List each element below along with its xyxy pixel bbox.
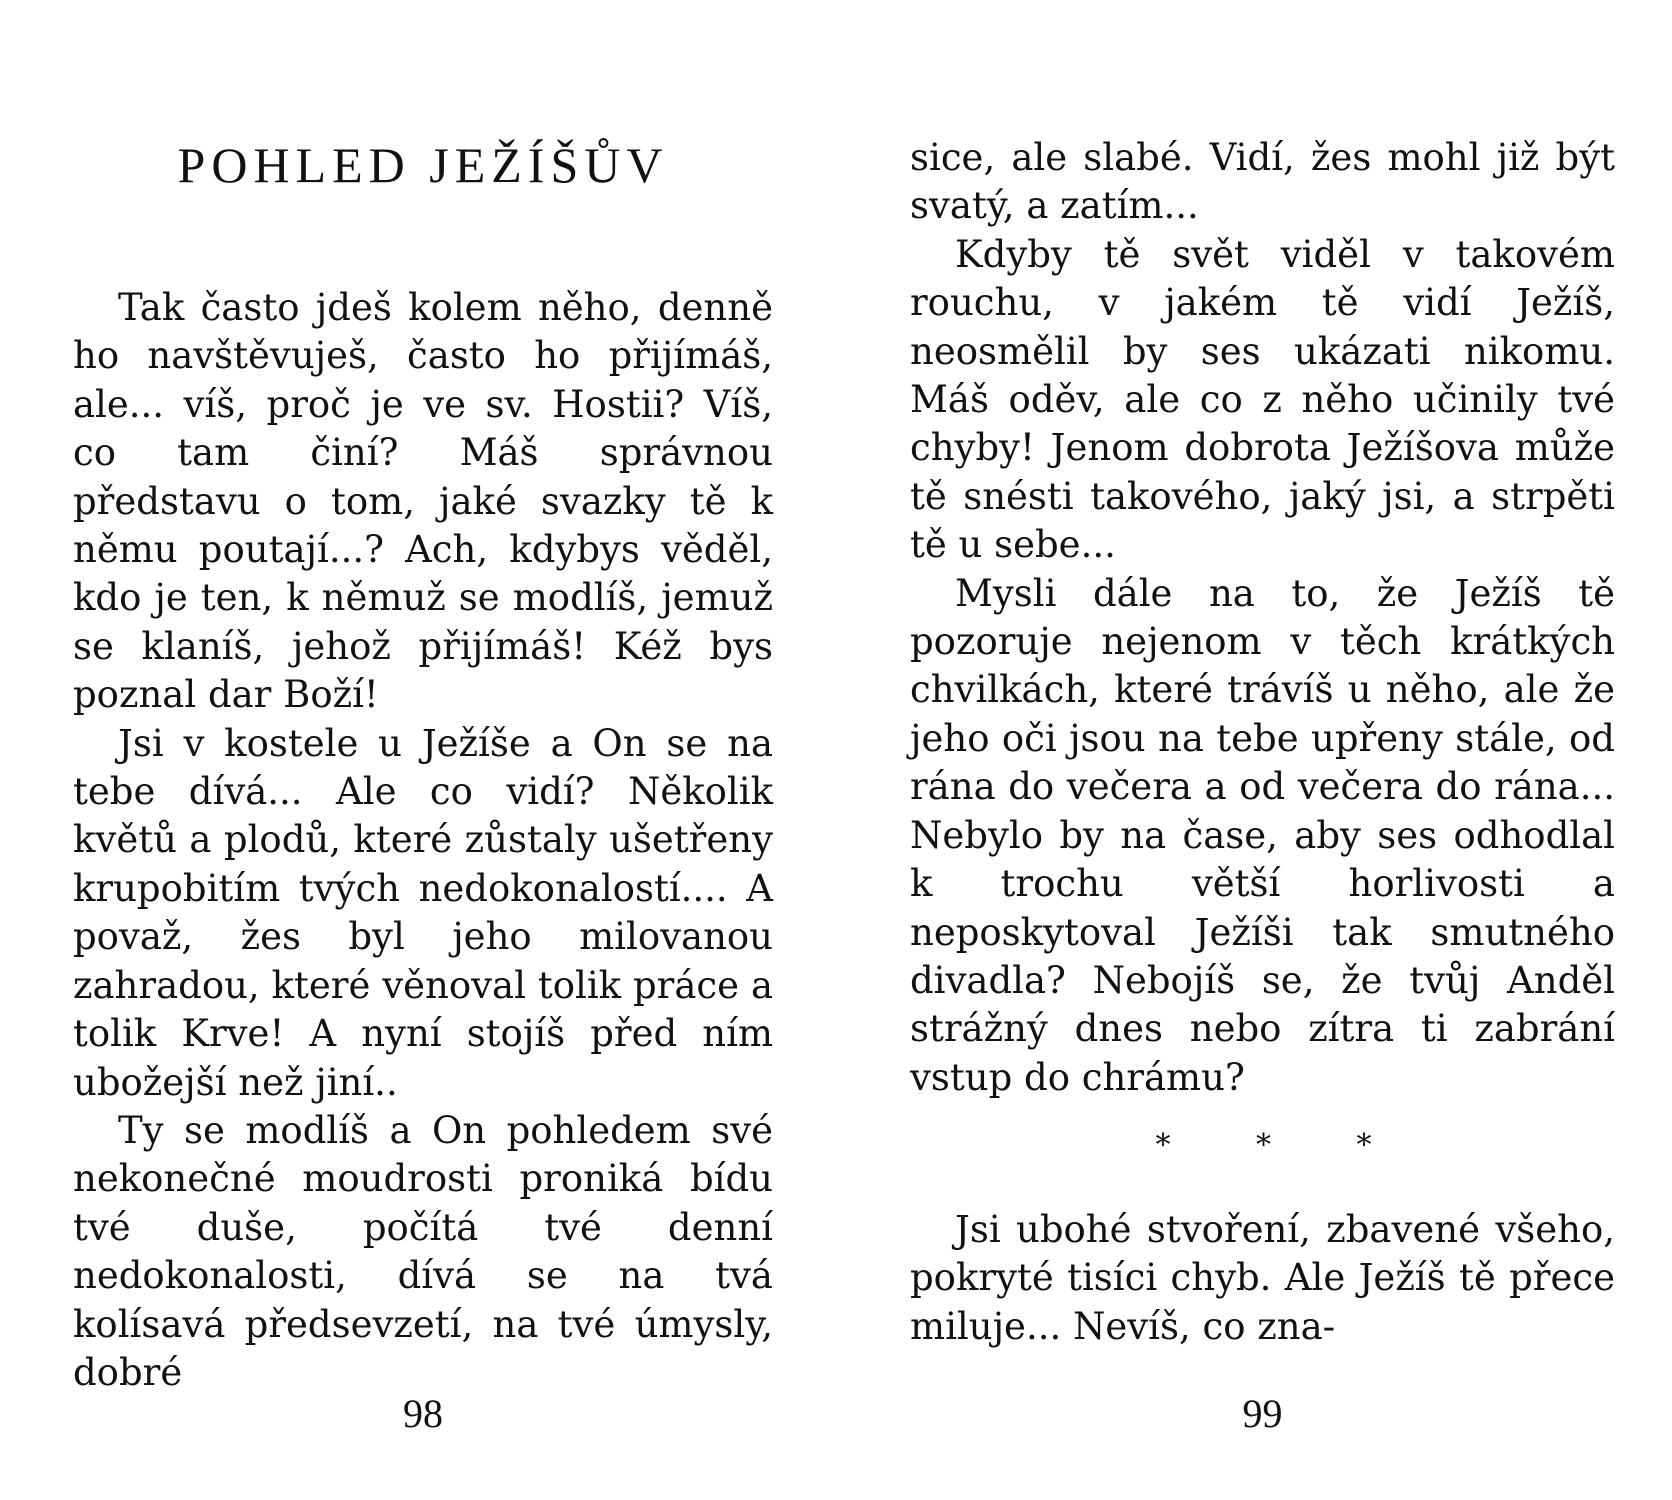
section-separator: * * * [1155,1128,1410,1163]
paragraph: Jsi v kostele u Ježíše a On se na tebe dívá... Ale co vidí? Několik květů a plodů, které zůstaly ušetřeny krupobitím tvých nedokonalostí.... A považ, žes byl jeho milovanou zahradou, které věnoval tolik práce a tolik Krve! A nyní stojíš před ním ubožejší než jiní.. [73,721,773,1104]
page-number: 99 [1242,1391,1283,1436]
left-text-block [73,284,773,1397]
paragraph: Tak často jdeš kolem něho, denně ho navštěvuješ, často ho přijímáš, ale... víš, proč je ve sv. Hostii? Víš, co tam činí? Máš správnou představu o tom, jaké svazky tě k němu poutají...? Ach, kdybys věděl, kdo je ten, k němuž se modlíš, jemuž se klaníš, jehož přijímáš! Kéž bys poznal dar Boží! [73,286,773,717]
right-page [910,0,1615,1500]
page-number: 98 [403,1391,443,1436]
chapter-title: POHLED JEŽÍŠŮV [177,137,669,193]
right-text-block [910,134,1615,1102]
right-text-block-continuation [910,1206,1615,1351]
paragraph: Mysli dále na to, že Ježíš tě pozoruje nejenom v těch krátkých chvilkách, které trávíš u něho, ale že jeho oči jsou na tebe upřeny stále, od rána do večera a od večera do rána... Nebylo by na čase, aby ses odhodlal k trochu větší horlivosti a neposkytoval Ježíši tak smutného divadla? Nebojíš se, že tvůj Anděl strážný dnes nebo zítra ti zabrání vstup do chrámu? [910,571,1615,1099]
left-page [73,0,773,1500]
paragraph: sice, ale slabé. Vidí, žes mohl již být svatý, a zatím... [910,136,1615,228]
paragraph: Jsi ubohé stvoření, zbavené všeho, pokryté tisíci chyb. Ale Ježíš tě přece miluje... Nevíš, co zna- [910,1208,1615,1348]
paragraph: Kdyby tě svět viděl v takovém rouchu, v jakém tě vidí Ježíš, neosmělil by ses ukázati nikomu. Máš oděv, ale co z něho učinily tvé chyby! Jenom dobrota Ježíšova může tě snésti takového, jaký jsi, a strpěti tě u sebe... [910,232,1615,567]
paragraph: Ty se modlíš a On pohledem své nekonečné moudrosti proniká bídu tvé duše, počítá tvé denní nedokonalosti, dívá se na tvá kolísavá předsevzetí, na tvé úmysly, dobré [73,1108,773,1394]
